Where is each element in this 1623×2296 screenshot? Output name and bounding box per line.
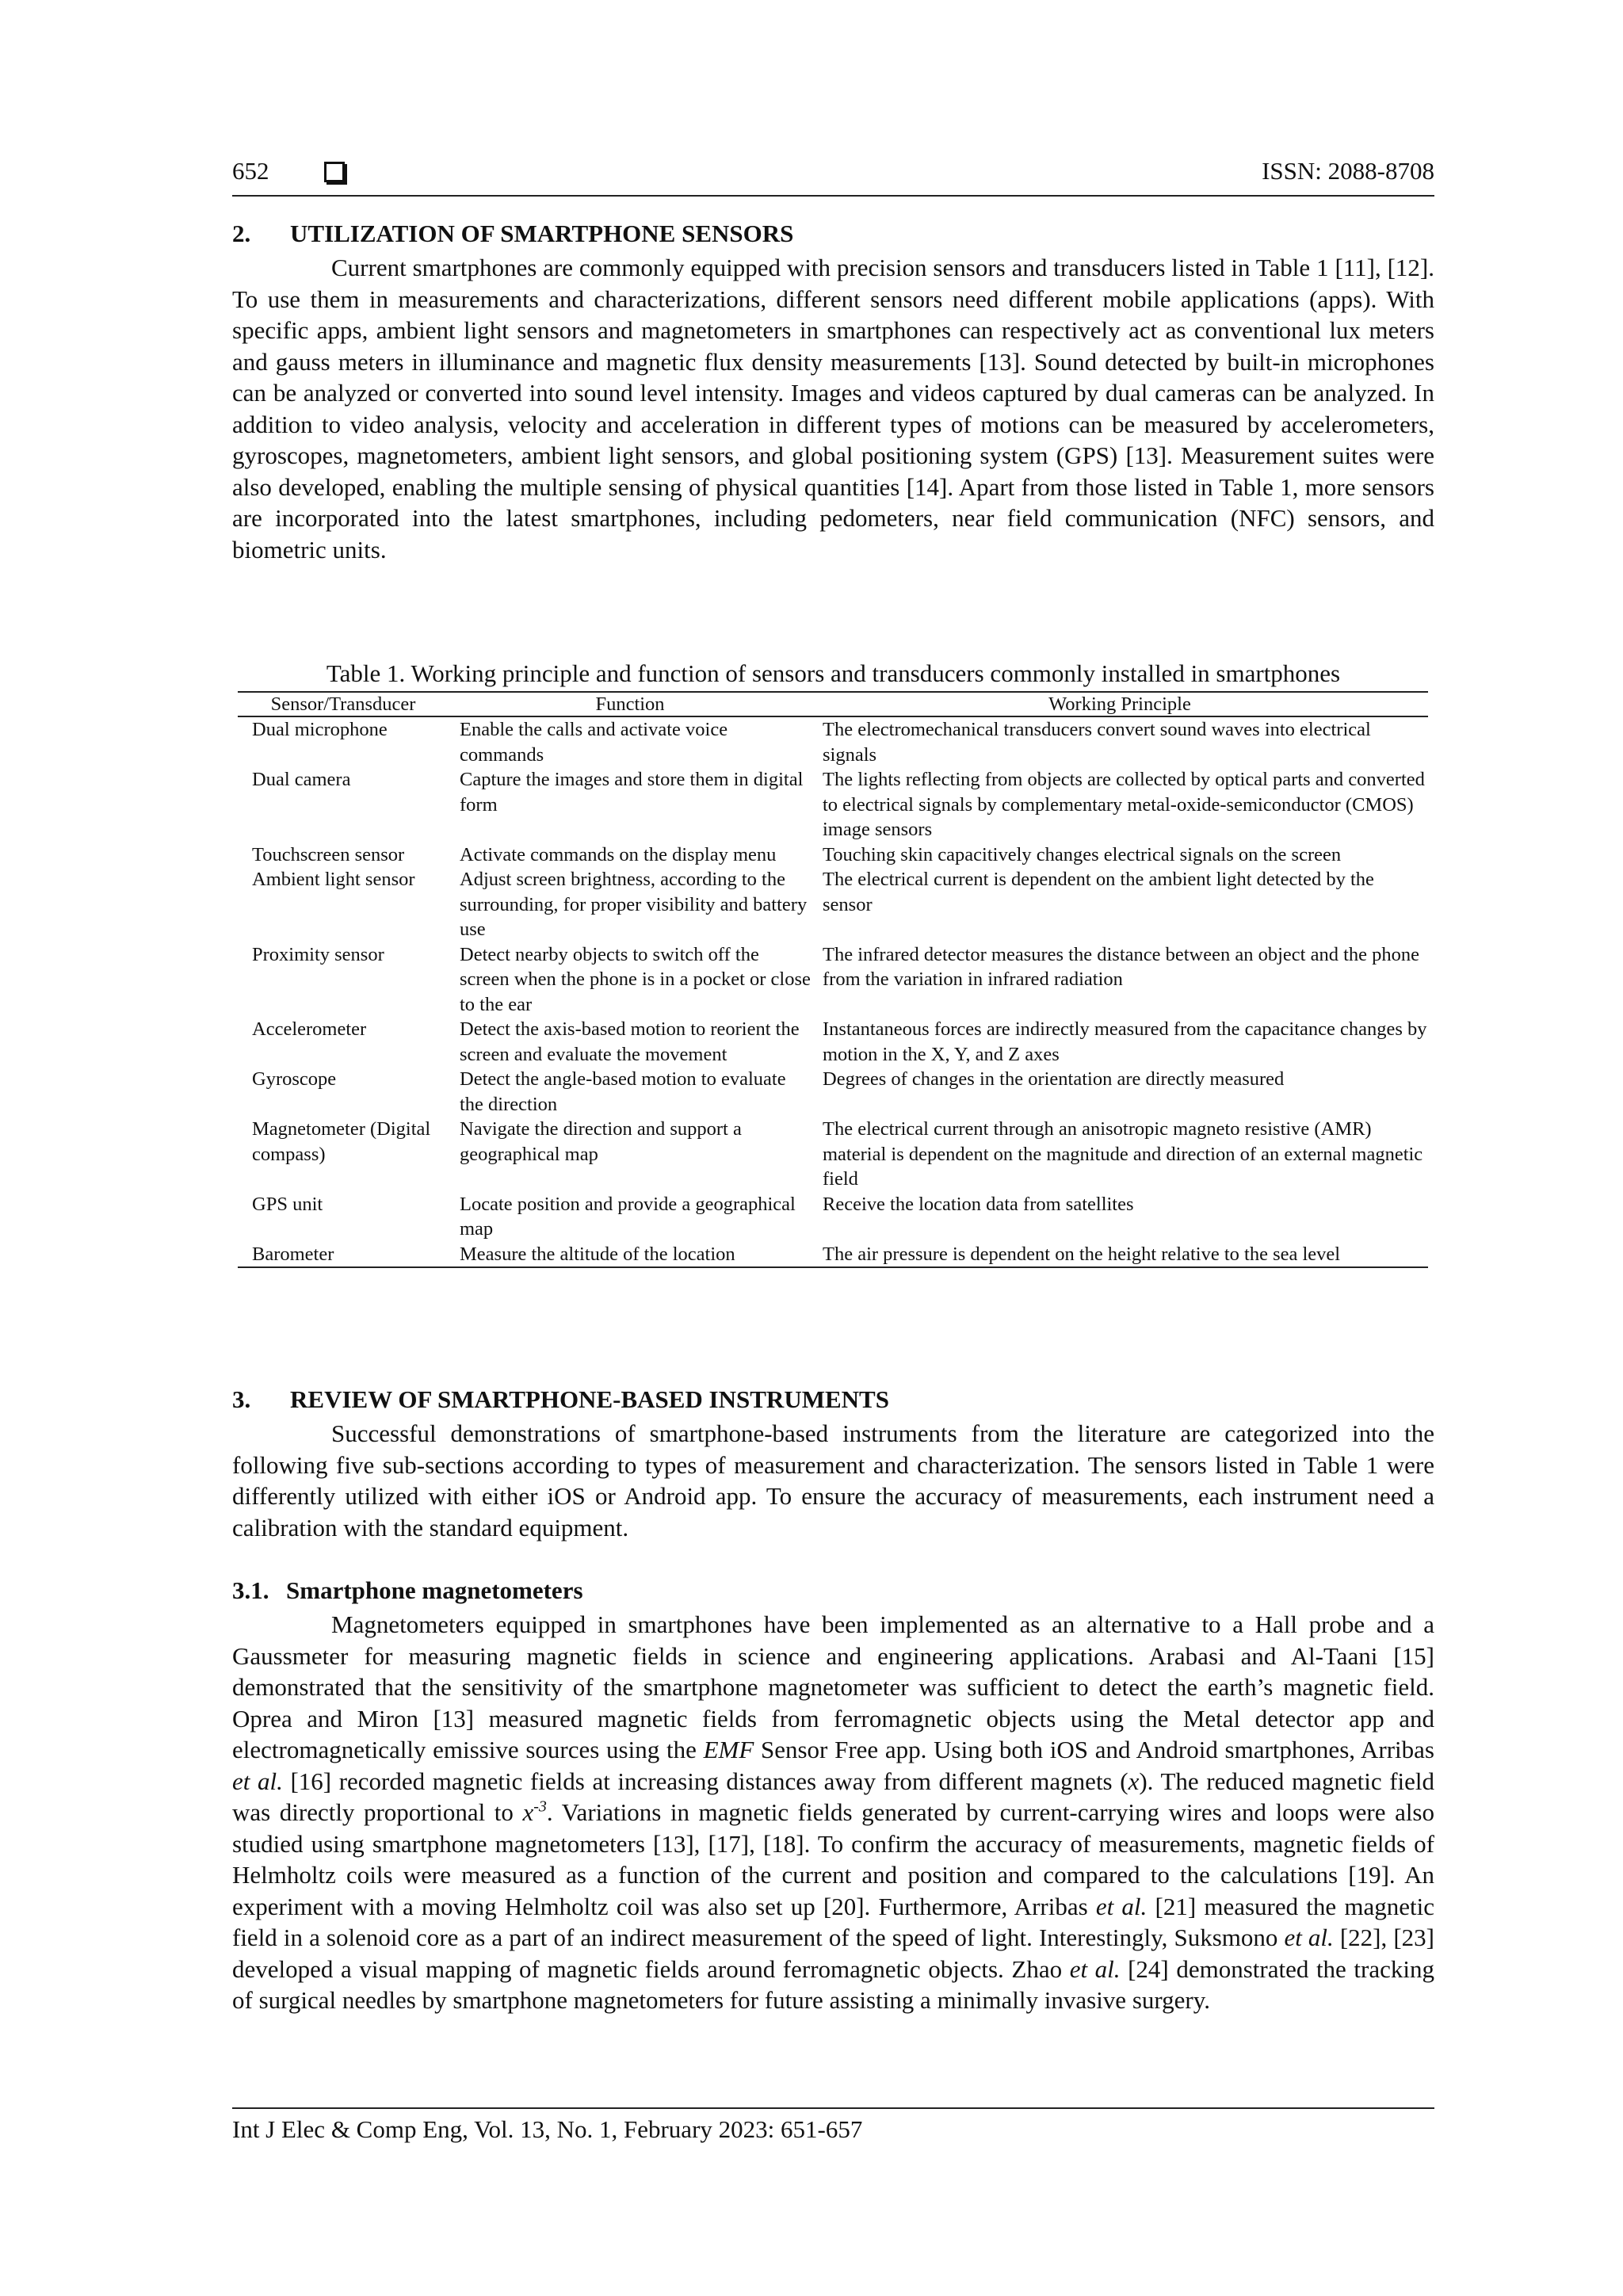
journal-citation: Int J Elec & Comp Eng, Vol. 13, No. 1, February 2023: 651-657 — [232, 2115, 863, 2143]
running-header — [232, 155, 1434, 197]
principle-cell: The electrical current through an anisotropic magneto resistive (AMR) material is dependent on the magnitude and direction of an external magnetic field — [823, 1118, 1423, 1190]
sensor-cell: Touchscreen sensor — [252, 843, 405, 865]
table-row — [238, 716, 1428, 767]
section-number: 3.1. — [232, 1576, 269, 1604]
table-row — [238, 1017, 1428, 1067]
table-row — [238, 767, 1428, 842]
sensor-cell: Dual microphone — [252, 719, 388, 740]
table-row — [238, 842, 1428, 868]
page-number: 652 — [232, 157, 269, 185]
principle-cell: Touching skin capacitively changes electrical signals on the screen — [823, 843, 1342, 865]
function-cell: Enable the calls and activate voice commands — [460, 719, 728, 766]
section-title: REVIEW OF SMARTPHONE-BASED INSTRUMENTS — [290, 1385, 889, 1413]
x-power-base: x — [522, 1798, 534, 1826]
function-cell: Detect nearby objects to switch off the screen when the phone is in a pocket or close to the ear — [460, 943, 811, 1015]
principle-cell: Degrees of changes in the orientation are directly measured — [823, 1068, 1285, 1090]
sensor-cell: Magnetometer (Digital compass) — [252, 1118, 431, 1165]
sensor-cell: Proximity sensor — [252, 943, 384, 965]
section-title: Smartphone magnetometers — [286, 1576, 583, 1604]
section-3-1-heading — [232, 1576, 583, 1605]
function-cell: Detect the axis-based motion to reorient the screen and evaluate the movement — [460, 1018, 800, 1065]
sensor-cell: Barometer — [252, 1243, 334, 1265]
section-title: UTILIZATION OF SMARTPHONE SENSORS — [290, 220, 794, 247]
table-row — [238, 942, 1428, 1018]
sensor-table — [238, 691, 1428, 1268]
table-row — [238, 1192, 1428, 1242]
principle-cell: The electromechanical transducers convert sound waves into electrical signals — [823, 719, 1371, 766]
function-cell: Locate position and provide a geographical map — [460, 1193, 796, 1240]
page-footer — [232, 2107, 1434, 2144]
function-cell: Measure the altitude of the location — [460, 1243, 735, 1265]
emf-app-name: EMF — [703, 1736, 754, 1763]
principle-cell: Receive the location data from satellites — [823, 1193, 1134, 1215]
function-cell: Navigate the direction and support a geographical map — [460, 1118, 742, 1165]
x-power-exponent: -3 — [533, 1797, 547, 1816]
column-header: Working Principle — [812, 692, 1428, 716]
column-header: Function — [449, 692, 812, 716]
section-number: 3. — [232, 1385, 251, 1413]
section-2-heading — [232, 220, 793, 248]
principle-cell: The infrared detector measures the distance between an object and the phone from the variation in infrared radiation — [823, 943, 1420, 990]
sensor-cell: Dual camera — [252, 769, 351, 790]
table-row — [238, 867, 1428, 942]
column-header: Sensor/Transducer — [238, 692, 449, 716]
principle-cell: The air pressure is dependent on the height relative to the sea level — [823, 1243, 1341, 1265]
function-cell: Detect the angle-based motion to evaluate the direction — [460, 1068, 786, 1115]
table-header-row — [238, 692, 1428, 716]
section-3-paragraph: Successful demonstrations of smartphone-based instruments from the literature are categorized into the following five sub-sections according to types of measurement and characterization. The sensors listed in Table 1 were differently utilized with either iOS or Android app. To ensure the accuracy of measurements, each instrument need a calibration with the standard equipment. — [232, 1419, 1434, 1541]
variable-x: x — [1128, 1767, 1140, 1795]
section-3-1-paragraph: Magnetometers equipped in smartphones have been implemented as an alternative to a Hall probe and a Gaussmeter for measuring magnetic fields in science and engineering applications. Arabasi and Al-Taani [15] demonstrated that the sensitivity of the smartphone magnetometer was sufficient to detect the earth’s magnetic field. Oprea and Miron [13] measured magnetic fields from ferromagnetic objects using the Metal detector app and electromagnetically emissive sources using the EMF Sensor Free app. Using both iOS and Android smartphones, Arribas et al. [16] recorded magnetic fields at increasing distances away from different magnets (x). The reduced magnetic field was directly proportional to $x^{-3}$. Variations in magnetic fields generated by current-carrying wires and loops were also studied using smartphone magnetometers [13], [17], [18]. To confirm the accuracy of measurements, magnetic fields of Helmholtz coils were measured as a function of the current and position and compared to the calculations [19]. An experiment with a moving Helmholtz coil was also set up [20]. Furthermore, Arribas et al. [21] measured the magnetic field in a solenoid core as a part of an indirect measurement of the speed of light. Interestingly, Suksmono et al. [22], [23] developed a visual mapping of magnetic fields around ferromagnetic objects. Zhao et al. [24] demonstrated the tracking of surgical needles by smartphone magnetometers for future assisting a minimally invasive surgery. — [232, 1610, 1434, 2014]
issn-label: ISSN: 2088-8708 — [1262, 157, 1434, 185]
section-3-heading — [232, 1385, 889, 1414]
section-number: 2. — [232, 220, 251, 247]
table-caption: Table 1. Working principle and function of sensors and transducers commonly installed in smartphones — [326, 659, 1341, 687]
sensor-cell: Ambient light sensor — [252, 869, 415, 890]
table-row — [238, 1242, 1428, 1268]
sensor-cell: Accelerometer — [252, 1018, 367, 1040]
function-cell: Adjust screen brightness, according to the surrounding, for proper visibility and battery use — [460, 869, 808, 940]
function-cell: Capture the images and store them in digital form — [460, 769, 804, 816]
principle-cell: The lights reflecting from objects are collected by optical parts and converted to electrical signals by complementary metal-oxide-semiconductor (CMOS) image sensors — [823, 769, 1425, 840]
sensor-cell: GPS unit — [252, 1193, 323, 1215]
function-cell: Activate commands on the display menu — [460, 843, 777, 865]
principle-cell: The electrical current is dependent on the ambient light detected by the sensor — [823, 869, 1374, 915]
table-row — [238, 1117, 1428, 1192]
section-2-paragraph: Current smartphones are commonly equipped with precision sensors and transducers listed in Table 1 [11], [12]. To use them in measurements and characterizations, different sensors need different mobile applications (apps). With specific apps, ambient light sensors and magnetometers in smartphones can respectively act as conventional lux meters and gauss meters in illuminance and magnetic flux density measurements [13]. Sound detected by built-in microphones can be analyzed or converted into sound level intensity. Images and videos captured by dual cameras can be analyzed. In addition to video analysis, velocity and acceleration in different types of motions can be measured by accelerometers, gyroscopes, magnetometers, ambient light sensors, and global positioning system (GPS) [13]. Measurement suites were also developed, enabling the multiple sensing of physical quantities [14]. Apart from those listed in Table 1, more sensors are incorporated into the latest smartphones, including pedometers, near field communication (NFC) sensors, and biometric units. — [232, 254, 1434, 563]
principle-cell: Instantaneous forces are indirectly measured from the capacitance changes by motion in the X, Y, and Z axes — [823, 1018, 1427, 1065]
square-bullet-icon — [324, 162, 345, 182]
sensor-cell: Gyroscope — [252, 1068, 337, 1090]
table-row — [238, 1067, 1428, 1117]
